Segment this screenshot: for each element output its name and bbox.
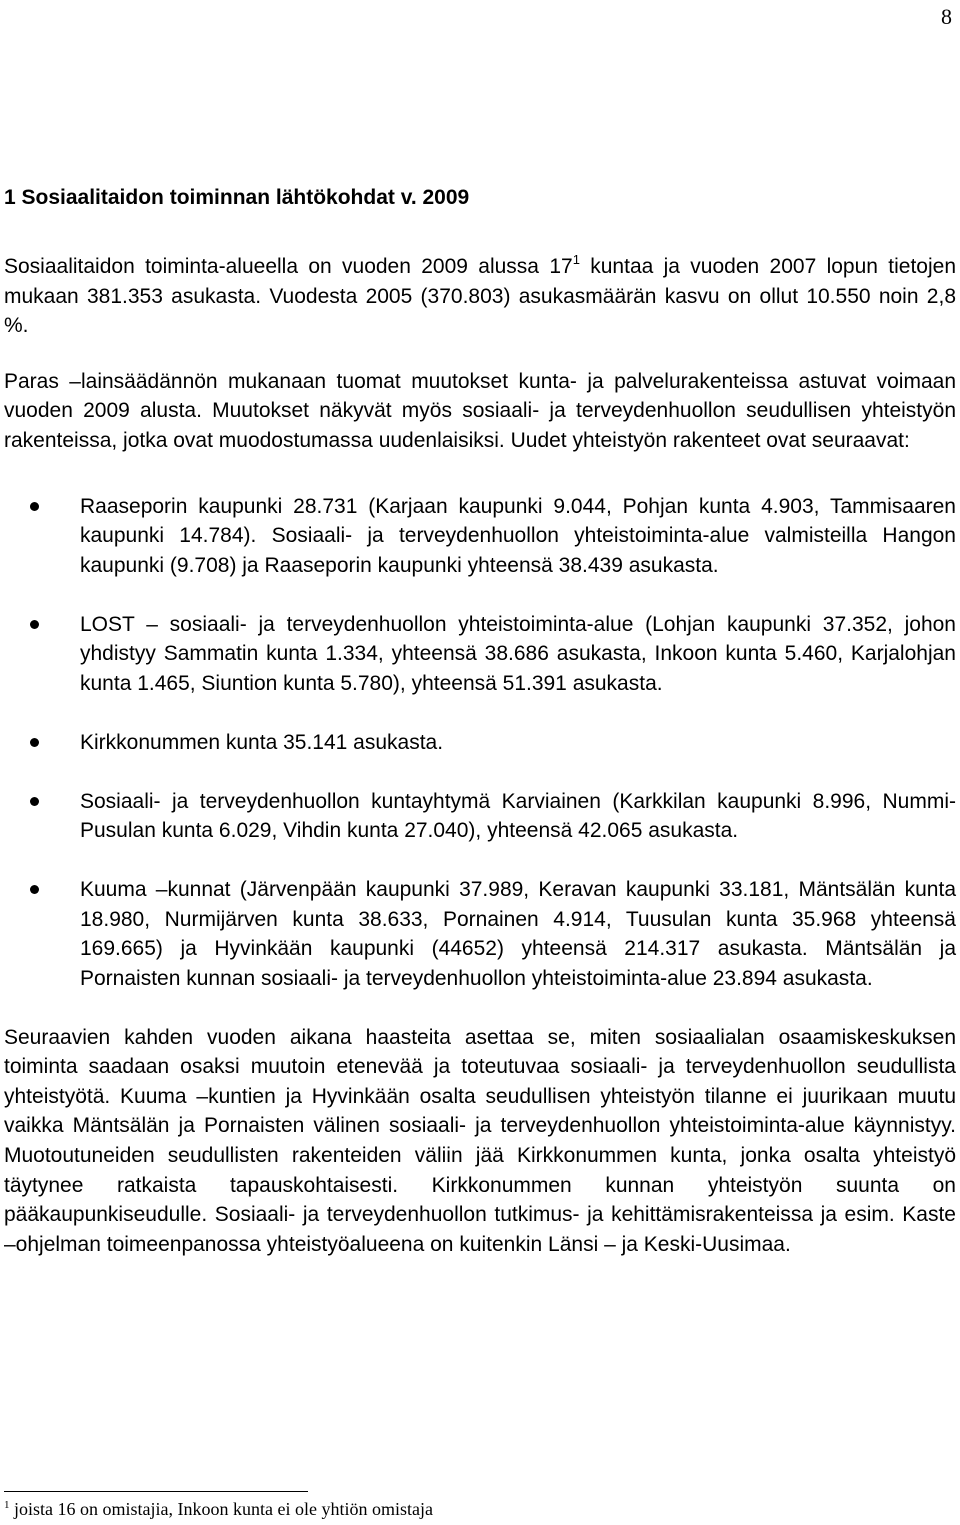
list-item-text: LOST – sosiaali- ja terveydenhuollon yhteistoiminta-alue (Lohjan kaupunki 37.352, johon yhdistyy Sammatin kunta 1.334, yhteensä 38.686 asukasta, Inkoon kunta 5.460, Karjalohjan kunta 1.465, Siuntion kunta 5.780), yhteensä 51.391 asukasta. xyxy=(80,612,956,695)
list-item xyxy=(4,610,956,699)
list-item xyxy=(4,728,956,758)
footnote-text: joista 16 on omistajia, Inkoon kunta ei ole yhtiön omistaja xyxy=(9,1499,433,1519)
intro-paragraph xyxy=(4,252,956,341)
footnote-marker: 1 xyxy=(4,1499,10,1511)
intro-text-continued: kuntaa ja vuoden 2007 lopun tietojen mukaan 381.353 asukasta. Vuodesta 2005 (370.803) asukasmäärän kasvu on ollut 10.550 noin 2,8 %. xyxy=(4,255,956,338)
list-item xyxy=(4,492,956,581)
section-heading: 1 Sosiaalitaidon toiminnan lähtökohdat v. 2009 xyxy=(4,186,470,209)
paras-paragraph: Paras –lainsäädännön mukanaan tuomat muutokset kunta- ja palvelurakenteissa astuvat voimaan vuoden 2009 alusta. Muutokset näkyvät myös sosiaali- ja terveydenhuollon seudullisen yhteistyön rakenteissa, jotka ovat muodostumassa uudenlaisiksi. Uudet yhteistyön rakenteet ovat seuraavat: xyxy=(4,369,956,452)
bullet-icon xyxy=(30,885,39,894)
bullet-icon xyxy=(30,620,39,629)
list-item-text: Kuuma –kunnat (Järvenpään kaupunki 37.989, Keravan kaupunki 33.181, Mäntsälän kunta 18.980, Nurmijärven kunta 38.633, Pornainen 4.914, Tuusulan kunta 35.968 yhteensä 169.665) ja Hyvinkään kaupunki (44652) yhteensä 214.317 asukasta. Mäntsälän ja Pornaisten kunnan sosiaali- ja terveydenhuollon yhteistoiminta-alue 23.894 asukasta. xyxy=(80,878,956,990)
closing-paragraph: Seuraavien kahden vuoden aikana haasteita asettaa se, miten sosiaalialan osaamiskeskuksen toiminta saadaan osaksi muutoin etenevää ja toteutuvaa sosiaali- ja terveydenhuollon seudullista yhteistyötä. Kuuma –kuntien ja Hyvinkään osalta seudullisen yhteistyön tilanne ei juurikaan muutu vaikka Mäntsälän ja Pornaisten välinen sosiaali- ja terveydenhuollon yhteistoiminta-alue käynnistyy. Muotoutuneiden seudullisten rakenteiden väliin jää Kirkkonummen kunta, jonka osalta yhteistyö täytynee ratkaista tapauskohtaisesti. Kirkkonummen kunnan yhteistyön suunta on pääkaupunkiseudulle. Sosiaali- ja terveydenhuollon tutkimus- ja kehittämisrakenteissa ja esim. Kaste –ohjelman toimeenpanossa yhteistyöalueena on kuitenkin Länsi – ja Keski-Uusimaa. xyxy=(4,1025,956,1256)
list-item-text: Kirkkonummen kunta 35.141 asukasta. xyxy=(80,730,444,754)
footnote-divider xyxy=(4,1491,308,1492)
bullet-icon xyxy=(30,502,39,511)
footnote xyxy=(4,1497,433,1521)
cooperation-structures-list xyxy=(4,492,956,994)
page-number: 8 xyxy=(941,4,952,29)
list-item-text: Sosiaali- ja terveydenhuollon kuntayhtymä Karviainen (Karkkilan kaupunki 8.996, Nummi-Pusulan kunta 6.029, Vihdin kunta 27.040), yhteensä 42.065 asukasta. xyxy=(80,789,956,843)
bullet-icon xyxy=(30,738,39,747)
bullet-icon xyxy=(30,797,39,806)
list-item-text: Raaseporin kaupunki 28.731 (Karjaan kaupunki 9.044, Pohjan kunta 4.903, Tammisaaren kaupunki 14.784). Sosiaali- ja terveydenhuollon yhteistoiminta-alue valmisteilla Hangon kaupunki (9.708) ja Raaseporin kaupunki yhteensä 38.439 asukasta. xyxy=(80,494,956,577)
list-item xyxy=(4,875,956,993)
intro-text: Sosiaalitaidon toiminta-alueella on vuoden 2009 alussa 17 xyxy=(4,255,573,278)
footnote-reference: 1 xyxy=(572,252,580,267)
list-item xyxy=(4,787,956,846)
document-body xyxy=(4,184,956,1259)
